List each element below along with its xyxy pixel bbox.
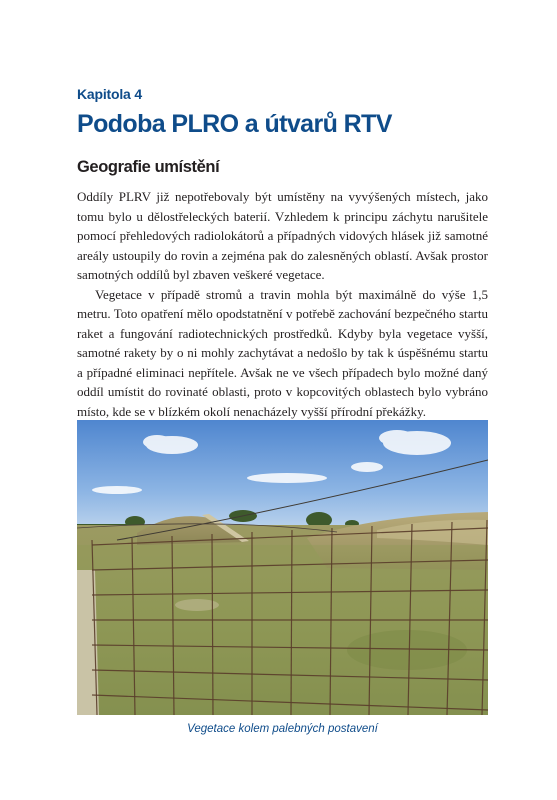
paragraph-1: Oddíly PLRV již nepotřebovaly být umístěny na vyvýšených místech, jako tomu bylo u dělostřeleckých baterií. Vzhledem k principu záchytu narušitele pomocí přehledových radiolokátorů a případných vidových hlásek již samotné areály ustoupily do rovin a zejména pak do zalesněných oblastí. Avšak prostor samotných oddílů byl zbaven veškeré vegetace.	[77, 189, 488, 282]
section-title: Geografie umístění	[77, 158, 220, 176]
figure-photo	[77, 420, 488, 715]
chapter-label: Kapitola 4	[77, 86, 142, 102]
body-text	[77, 187, 488, 421]
figure-caption: Vegetace kolem palebných postavení	[187, 723, 378, 735]
paragraph-2: Vegetace v případě stromů a travin mohla být maximálně do výše 1,5 metru. Toto opatření mělo opodstatnění v potřebě zachování bezpečného startu raket a fungování radiotechnických prostředků. Kdyby byla vegetace vyšší, samotné rakety by o ni mohly zachytávat a nedošlo by tak k úspěšnému startu a případné eliminaci nepřítele. Avšak ne ve všech případech bylo možné daný oddíl umístit do rovinaté oblasti, proto v kopcovitých oblastech bylo vybráno místo, kde se v blízkém okolí nenacházely vyšší přírodní překážky.	[77, 286, 488, 419]
chapter-title: Podoba PLRO a útvarů RTV	[77, 110, 392, 138]
